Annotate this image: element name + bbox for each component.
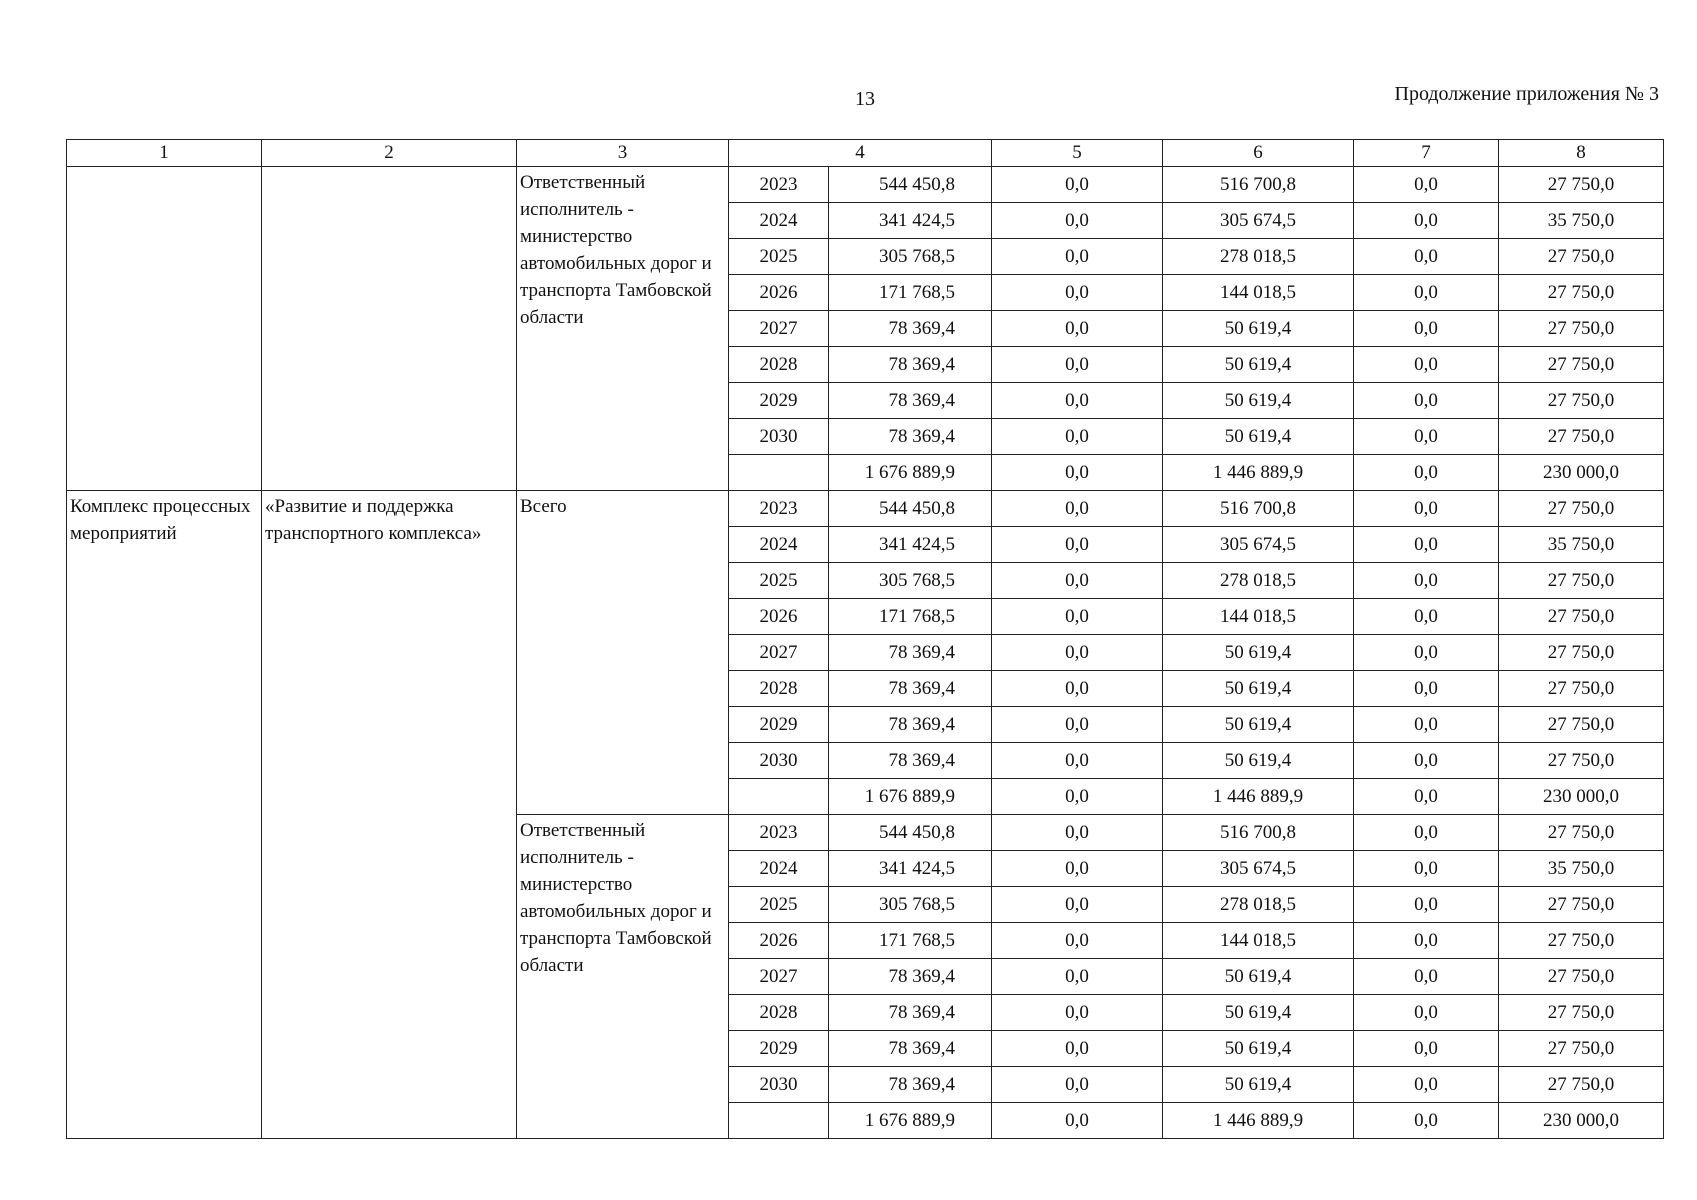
extra-amount-cell: 27 750,0 [1499, 707, 1664, 743]
total-amount-cell: 78 369,4 [829, 995, 992, 1031]
column-header: 4 [729, 140, 992, 167]
extra-amount-cell: 27 750,0 [1499, 1067, 1664, 1103]
year-cell: 2027 [729, 311, 829, 347]
local-amount-cell: 0,0 [1354, 1067, 1499, 1103]
year-cell: 2030 [729, 419, 829, 455]
column-header: 2 [262, 140, 517, 167]
regional-amount-cell: 305 674,5 [1163, 851, 1354, 887]
extra-amount-cell: 27 750,0 [1499, 743, 1664, 779]
total-amount-cell: 305 768,5 [829, 563, 992, 599]
extra-amount-cell: 230 000,0 [1499, 1103, 1664, 1139]
regional-amount-cell: 305 674,5 [1163, 527, 1354, 563]
regional-amount-cell: 278 018,5 [1163, 239, 1354, 275]
year-cell: 2026 [729, 599, 829, 635]
year-cell: 2023 [729, 167, 829, 203]
total-amount-cell: 544 450,8 [829, 491, 992, 527]
year-cell: 2025 [729, 239, 829, 275]
federal-amount-cell: 0,0 [992, 527, 1163, 563]
total-amount-cell: 544 450,8 [829, 815, 992, 851]
year-cell: 2027 [729, 635, 829, 671]
federal-amount-cell: 0,0 [992, 167, 1163, 203]
column-header: 5 [992, 140, 1163, 167]
regional-amount-cell: 144 018,5 [1163, 923, 1354, 959]
federal-amount-cell: 0,0 [992, 635, 1163, 671]
local-amount-cell: 0,0 [1354, 1031, 1499, 1067]
page-number: 13 [855, 88, 875, 110]
total-amount-cell: 78 369,4 [829, 743, 992, 779]
extra-amount-cell: 27 750,0 [1499, 347, 1664, 383]
regional-amount-cell: 516 700,8 [1163, 491, 1354, 527]
extra-amount-cell: 230 000,0 [1499, 455, 1664, 491]
local-amount-cell: 0,0 [1354, 815, 1499, 851]
local-amount-cell: 0,0 [1354, 635, 1499, 671]
federal-amount-cell: 0,0 [992, 959, 1163, 995]
extra-amount-cell: 27 750,0 [1499, 311, 1664, 347]
year-cell: 2027 [729, 959, 829, 995]
column-header: 3 [517, 140, 729, 167]
program-element-cell [67, 167, 262, 491]
column-header: 8 [1499, 140, 1664, 167]
federal-amount-cell: 0,0 [992, 923, 1163, 959]
total-amount-cell: 78 369,4 [829, 311, 992, 347]
extra-amount-cell: 27 750,0 [1499, 239, 1664, 275]
local-amount-cell: 0,0 [1354, 347, 1499, 383]
federal-amount-cell: 0,0 [992, 419, 1163, 455]
regional-amount-cell: 1 446 889,9 [1163, 455, 1354, 491]
local-amount-cell: 0,0 [1354, 311, 1499, 347]
extra-amount-cell: 27 750,0 [1499, 995, 1664, 1031]
extra-amount-cell: 27 750,0 [1499, 383, 1664, 419]
extra-amount-cell: 27 750,0 [1499, 167, 1664, 203]
year-cell: 2029 [729, 1031, 829, 1067]
federal-amount-cell: 0,0 [992, 599, 1163, 635]
total-amount-cell: 171 768,5 [829, 599, 992, 635]
total-amount-cell: 78 369,4 [829, 1067, 992, 1103]
local-amount-cell: 0,0 [1354, 923, 1499, 959]
year-cell [729, 779, 829, 815]
federal-amount-cell: 0,0 [992, 995, 1163, 1031]
column-header: 1 [67, 140, 262, 167]
local-amount-cell: 0,0 [1354, 599, 1499, 635]
executor-cell: Ответственный исполнитель - министерство автомобильных дорог и транспорта Тамбовской области [517, 167, 729, 491]
extra-amount-cell: 27 750,0 [1499, 491, 1664, 527]
federal-amount-cell: 0,0 [992, 455, 1163, 491]
regional-amount-cell: 50 619,4 [1163, 347, 1354, 383]
year-cell: 2029 [729, 383, 829, 419]
program-name-cell: «Развитие и поддержка транспортного комплекса» [262, 491, 517, 1139]
federal-amount-cell: 0,0 [992, 851, 1163, 887]
total-amount-cell: 1 676 889,9 [829, 455, 992, 491]
total-amount-cell: 78 369,4 [829, 671, 992, 707]
regional-amount-cell: 278 018,5 [1163, 563, 1354, 599]
year-cell: 2028 [729, 995, 829, 1031]
year-cell: 2029 [729, 707, 829, 743]
financing-table [66, 139, 1664, 1139]
local-amount-cell: 0,0 [1354, 527, 1499, 563]
local-amount-cell: 0,0 [1354, 707, 1499, 743]
total-amount-cell: 171 768,5 [829, 275, 992, 311]
local-amount-cell: 0,0 [1354, 383, 1499, 419]
extra-amount-cell: 27 750,0 [1499, 923, 1664, 959]
federal-amount-cell: 0,0 [992, 1067, 1163, 1103]
total-amount-cell: 1 676 889,9 [829, 1103, 992, 1139]
federal-amount-cell: 0,0 [992, 815, 1163, 851]
regional-amount-cell: 144 018,5 [1163, 599, 1354, 635]
regional-amount-cell: 50 619,4 [1163, 707, 1354, 743]
year-cell: 2023 [729, 815, 829, 851]
year-cell [729, 1103, 829, 1139]
total-amount-cell: 78 369,4 [829, 635, 992, 671]
year-cell: 2025 [729, 887, 829, 923]
local-amount-cell: 0,0 [1354, 959, 1499, 995]
local-amount-cell: 0,0 [1354, 203, 1499, 239]
federal-amount-cell: 0,0 [992, 743, 1163, 779]
extra-amount-cell: 27 750,0 [1499, 671, 1664, 707]
total-amount-cell: 1 676 889,9 [829, 779, 992, 815]
year-cell: 2028 [729, 671, 829, 707]
federal-amount-cell: 0,0 [992, 383, 1163, 419]
year-cell: 2026 [729, 275, 829, 311]
column-header: 7 [1354, 140, 1499, 167]
federal-amount-cell: 0,0 [992, 707, 1163, 743]
regional-amount-cell: 50 619,4 [1163, 635, 1354, 671]
table-body [67, 167, 1664, 1139]
year-cell: 2024 [729, 203, 829, 239]
local-amount-cell: 0,0 [1354, 671, 1499, 707]
extra-amount-cell: 27 750,0 [1499, 275, 1664, 311]
regional-amount-cell: 50 619,4 [1163, 671, 1354, 707]
executor-cell: Всего [517, 491, 729, 815]
local-amount-cell: 0,0 [1354, 995, 1499, 1031]
program-element-cell: Комплекс процессных мероприятий [67, 491, 262, 1139]
total-amount-cell: 78 369,4 [829, 1031, 992, 1067]
local-amount-cell: 0,0 [1354, 491, 1499, 527]
regional-amount-cell: 50 619,4 [1163, 1067, 1354, 1103]
extra-amount-cell: 230 000,0 [1499, 779, 1664, 815]
local-amount-cell: 0,0 [1354, 239, 1499, 275]
year-cell: 2024 [729, 851, 829, 887]
total-amount-cell: 78 369,4 [829, 383, 992, 419]
regional-amount-cell: 50 619,4 [1163, 311, 1354, 347]
local-amount-cell: 0,0 [1354, 887, 1499, 923]
extra-amount-cell: 27 750,0 [1499, 419, 1664, 455]
column-header: 6 [1163, 140, 1354, 167]
program-name-cell [262, 167, 517, 491]
federal-amount-cell: 0,0 [992, 275, 1163, 311]
regional-amount-cell: 50 619,4 [1163, 959, 1354, 995]
extra-amount-cell: 27 750,0 [1499, 599, 1664, 635]
year-cell: 2030 [729, 1067, 829, 1103]
federal-amount-cell: 0,0 [992, 491, 1163, 527]
total-amount-cell: 544 450,8 [829, 167, 992, 203]
regional-amount-cell: 50 619,4 [1163, 1031, 1354, 1067]
year-cell: 2026 [729, 923, 829, 959]
executor-cell: Ответственный исполнитель - министерство автомобильных дорог и транспорта Тамбовской области [517, 815, 729, 1139]
extra-amount-cell: 27 750,0 [1499, 815, 1664, 851]
total-amount-cell: 171 768,5 [829, 923, 992, 959]
table-row [67, 167, 1664, 203]
regional-amount-cell: 50 619,4 [1163, 743, 1354, 779]
local-amount-cell: 0,0 [1354, 167, 1499, 203]
total-amount-cell: 305 768,5 [829, 887, 992, 923]
local-amount-cell: 0,0 [1354, 779, 1499, 815]
local-amount-cell: 0,0 [1354, 1103, 1499, 1139]
extra-amount-cell: 27 750,0 [1499, 563, 1664, 599]
federal-amount-cell: 0,0 [992, 239, 1163, 275]
year-cell: 2023 [729, 491, 829, 527]
local-amount-cell: 0,0 [1354, 851, 1499, 887]
regional-amount-cell: 50 619,4 [1163, 383, 1354, 419]
table-row [67, 491, 1664, 527]
federal-amount-cell: 0,0 [992, 779, 1163, 815]
total-amount-cell: 341 424,5 [829, 527, 992, 563]
federal-amount-cell: 0,0 [992, 671, 1163, 707]
column-number-row [67, 140, 1664, 167]
year-cell [729, 455, 829, 491]
total-amount-cell: 78 369,4 [829, 959, 992, 995]
year-cell: 2030 [729, 743, 829, 779]
total-amount-cell: 305 768,5 [829, 239, 992, 275]
extra-amount-cell: 27 750,0 [1499, 887, 1664, 923]
regional-amount-cell: 1 446 889,9 [1163, 1103, 1354, 1139]
federal-amount-cell: 0,0 [992, 1031, 1163, 1067]
extra-amount-cell: 27 750,0 [1499, 635, 1664, 671]
local-amount-cell: 0,0 [1354, 455, 1499, 491]
total-amount-cell: 78 369,4 [829, 707, 992, 743]
local-amount-cell: 0,0 [1354, 563, 1499, 599]
federal-amount-cell: 0,0 [992, 203, 1163, 239]
total-amount-cell: 78 369,4 [829, 419, 992, 455]
local-amount-cell: 0,0 [1354, 275, 1499, 311]
federal-amount-cell: 0,0 [992, 311, 1163, 347]
year-cell: 2028 [729, 347, 829, 383]
extra-amount-cell: 27 750,0 [1499, 1031, 1664, 1067]
year-cell: 2024 [729, 527, 829, 563]
regional-amount-cell: 50 619,4 [1163, 419, 1354, 455]
regional-amount-cell: 144 018,5 [1163, 275, 1354, 311]
federal-amount-cell: 0,0 [992, 1103, 1163, 1139]
regional-amount-cell: 1 446 889,9 [1163, 779, 1354, 815]
regional-amount-cell: 305 674,5 [1163, 203, 1354, 239]
total-amount-cell: 341 424,5 [829, 851, 992, 887]
regional-amount-cell: 278 018,5 [1163, 887, 1354, 923]
extra-amount-cell: 27 750,0 [1499, 959, 1664, 995]
extra-amount-cell: 35 750,0 [1499, 203, 1664, 239]
federal-amount-cell: 0,0 [992, 347, 1163, 383]
local-amount-cell: 0,0 [1354, 743, 1499, 779]
extra-amount-cell: 35 750,0 [1499, 851, 1664, 887]
appendix-label: Продолжение приложения № 3 [1394, 83, 1659, 105]
regional-amount-cell: 516 700,8 [1163, 815, 1354, 851]
local-amount-cell: 0,0 [1354, 419, 1499, 455]
year-cell: 2025 [729, 563, 829, 599]
federal-amount-cell: 0,0 [992, 887, 1163, 923]
federal-amount-cell: 0,0 [992, 563, 1163, 599]
regional-amount-cell: 50 619,4 [1163, 995, 1354, 1031]
total-amount-cell: 341 424,5 [829, 203, 992, 239]
extra-amount-cell: 35 750,0 [1499, 527, 1664, 563]
regional-amount-cell: 516 700,8 [1163, 167, 1354, 203]
total-amount-cell: 78 369,4 [829, 347, 992, 383]
